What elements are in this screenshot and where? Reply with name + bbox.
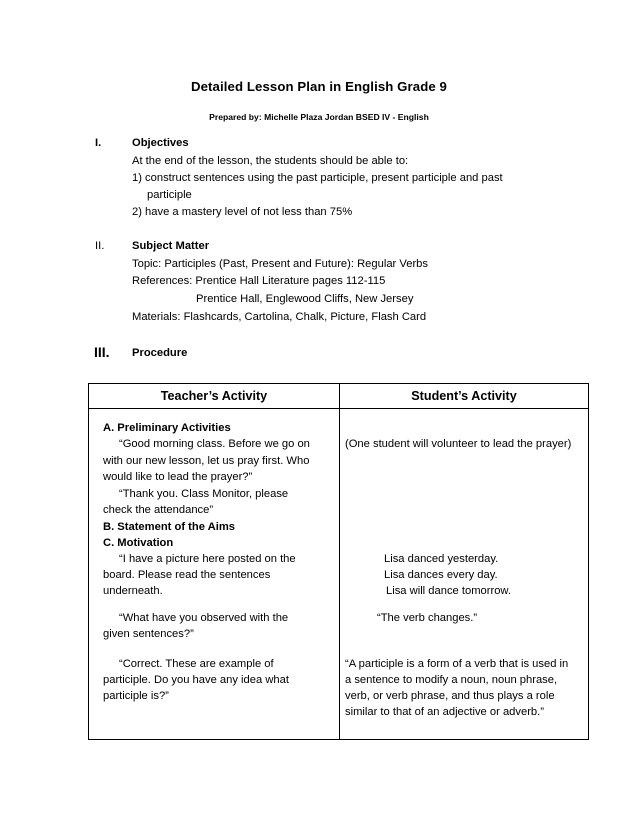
teacher-line: participle is?”	[103, 690, 169, 702]
teacher-line: with our new lesson, let us pray first. Who	[103, 455, 310, 467]
student-line: “The verb changes.”	[377, 612, 478, 624]
student-line: Lisa will dance tomorrow.	[386, 585, 511, 597]
teacher-line: “Good morning class. Before we go on	[119, 438, 310, 450]
teacher-line: check the attendance”	[103, 504, 214, 516]
teacher-line: participle. Do you have any idea what	[103, 674, 289, 686]
objectives-intro: At the end of the lesson, the students should be able to:	[132, 155, 409, 167]
objective-item-1-cont: participle	[147, 189, 192, 201]
teacher-line: “I have a picture here posted on the	[119, 553, 296, 565]
subject-references-cont: Prentice Hall, Englewood Cliffs, New Jersey	[196, 293, 414, 305]
section-numeral-subject-matter: II.	[95, 240, 105, 252]
preliminary-activities-label: A. Preliminary Activities	[103, 422, 231, 434]
teacher-line: board. Please read the sentences	[103, 569, 271, 581]
student-line: a sentence to modify a noun, noun phrase,	[345, 674, 558, 686]
teacher-line: underneath.	[103, 585, 163, 597]
statement-of-aims-label: B. Statement of the Aims	[103, 521, 235, 533]
student-activity-header: Student’s Activity	[340, 384, 589, 409]
teacher-line: given sentences?”	[103, 628, 194, 640]
section-numeral-objectives: I.	[95, 137, 102, 149]
objective-item-2: 2) have a mastery level of not less than 75%	[132, 206, 353, 218]
section-heading-procedure: Procedure	[132, 347, 188, 359]
document-title: Detailed Lesson Plan in English Grade 9	[191, 79, 447, 94]
student-line: (One student will volunteer to lead the prayer)	[345, 438, 572, 450]
activity-table	[88, 383, 589, 740]
teacher-line: “Correct. These are example of	[119, 658, 274, 670]
teacher-line: would like to lead the prayer?”	[103, 471, 253, 483]
prepared-by: Prepared by: Michelle Plaza Jordan BSED IV - English	[209, 112, 429, 122]
student-line: verb, or verb phrase, and thus plays a role	[345, 690, 555, 702]
section-heading-objectives: Objectives	[132, 137, 189, 149]
teacher-line: “What have you observed with the	[119, 612, 289, 624]
student-line: “A participle is a form of a verb that is used in	[345, 658, 569, 670]
teacher-activity-cell	[89, 409, 340, 740]
section-heading-subject-matter: Subject Matter	[132, 240, 210, 252]
student-line: similar to that of an adjective or adverb.”	[345, 706, 544, 718]
section-numeral-procedure: III.	[94, 344, 110, 360]
student-line: Lisa danced yesterday.	[384, 553, 499, 565]
subject-references: References: Prentice Hall Literature pages 112-115	[132, 275, 386, 287]
motivation-label: C. Motivation	[103, 537, 174, 549]
subject-topic: Topic: Participles (Past, Present and Future): Regular Verbs	[132, 258, 428, 270]
teacher-activity-header: Teacher’s Activity	[89, 384, 340, 409]
student-line: Lisa dances every day.	[384, 569, 498, 581]
subject-materials: Materials: Flashcards, Cartolina, Chalk, Picture, Flash Card	[132, 311, 427, 323]
objective-item-1: 1) construct sentences using the past participle, present participle and past	[132, 172, 503, 184]
teacher-line: “Thank you. Class Monitor, please	[119, 488, 289, 500]
student-activity-cell	[340, 409, 589, 740]
